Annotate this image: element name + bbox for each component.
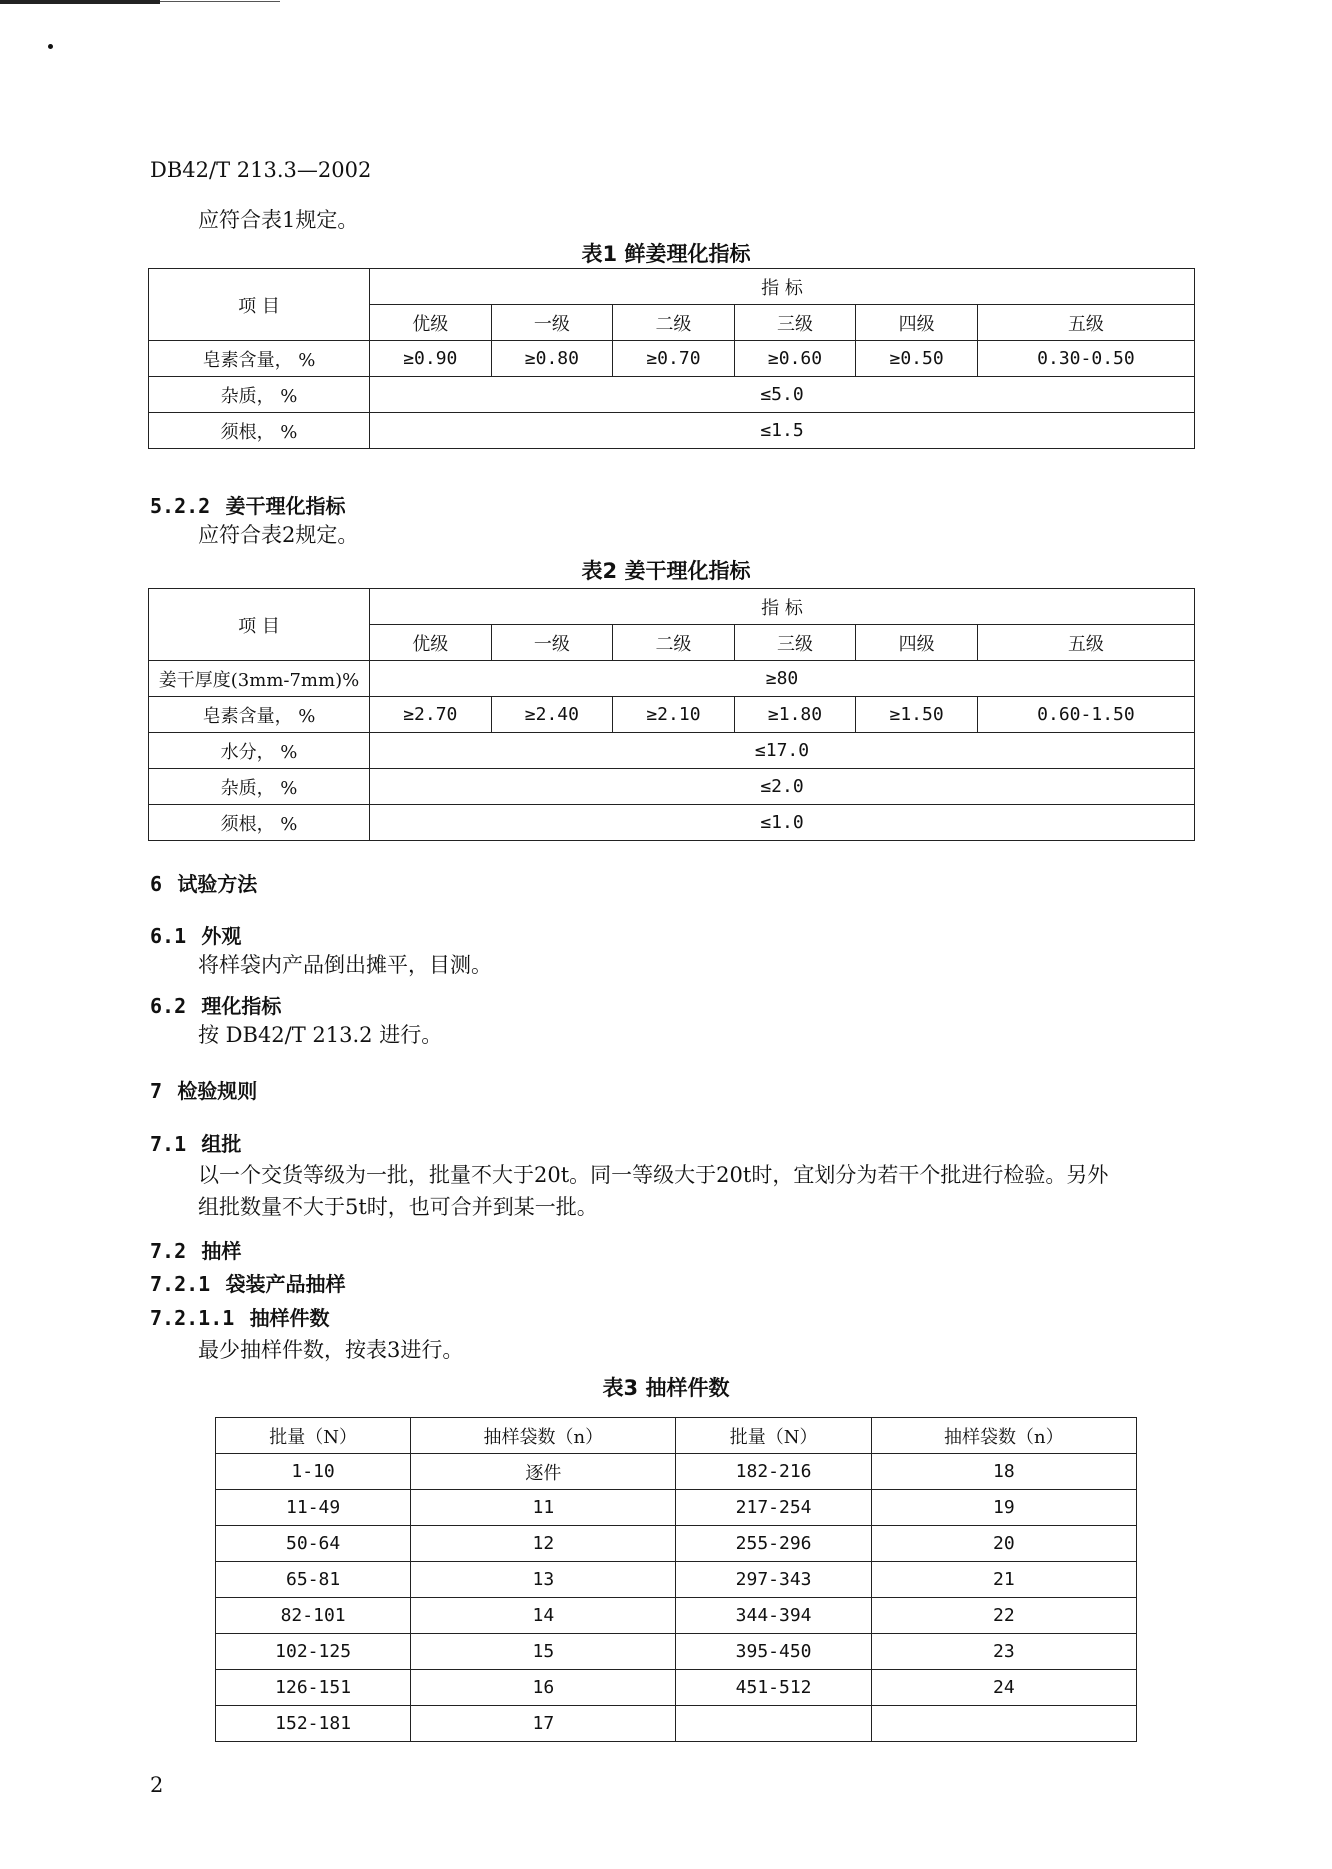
table2-merged-cell: ≥80 xyxy=(370,661,1195,697)
section-5-2-2-text: 应符合表2规定。 xyxy=(198,523,359,547)
page-number: 2 xyxy=(150,1773,164,1797)
table2-grade: 三级 xyxy=(734,625,856,661)
table-row xyxy=(149,341,1195,377)
table3-cell xyxy=(871,1706,1136,1742)
table1-indicator-header: 指 标 xyxy=(370,269,1195,305)
table3-cell: 16 xyxy=(411,1670,676,1706)
table3-cell: 18 xyxy=(871,1454,1136,1490)
section-title: 检验规则 xyxy=(177,1079,258,1103)
section-7-1-text-1: 以一个交货等级为一批，批量不大于20t。同一等级大于20t时，宜划分为若干个批进行检验。另外 xyxy=(198,1163,1109,1187)
table3-cell: 12 xyxy=(411,1526,676,1562)
table-row xyxy=(149,661,1195,697)
table2-grade: 一级 xyxy=(491,625,613,661)
section-number: 6 xyxy=(150,872,163,896)
table1-item-header: 项 目 xyxy=(149,269,370,341)
table3-cell: 23 xyxy=(871,1634,1136,1670)
table2-grade: 优级 xyxy=(370,625,492,661)
table3-cell: 11 xyxy=(411,1490,676,1526)
top-rule xyxy=(0,0,160,4)
section-title: 抽样件数 xyxy=(249,1306,330,1330)
table2-row-item: 水分， % xyxy=(149,733,370,769)
section-7-heading xyxy=(150,1075,1150,1104)
table2-merged-cell: ≤17.0 xyxy=(370,733,1195,769)
table1-cell: ≥0.70 xyxy=(613,341,735,377)
section-title: 组批 xyxy=(201,1132,242,1156)
table3-cell: 22 xyxy=(871,1598,1136,1634)
table1-cell: ≥0.80 xyxy=(491,341,613,377)
table3-cell xyxy=(676,1706,871,1742)
table2-grade: 四级 xyxy=(856,625,978,661)
table-row xyxy=(216,1634,1137,1670)
table3-cell: 255-296 xyxy=(676,1526,871,1562)
table1-caption: 表1 鲜姜理化指标 xyxy=(581,242,751,266)
section-title: 试验方法 xyxy=(177,872,258,896)
table2-caption: 表2 姜干理化指标 xyxy=(581,559,751,583)
table3-cell: 15 xyxy=(411,1634,676,1670)
section-title: 袋装产品抽样 xyxy=(225,1272,346,1296)
section-number: 6.1 xyxy=(150,924,187,948)
table2-indicator-header: 指 标 xyxy=(370,589,1195,625)
table1-grade: 优级 xyxy=(370,305,492,341)
section-7-2-heading xyxy=(150,1235,1150,1264)
table3-cell: 152-181 xyxy=(216,1706,411,1742)
scan-dot xyxy=(48,44,53,49)
table2-row-item: 须根， % xyxy=(149,805,370,841)
table3-cell: 217-254 xyxy=(676,1490,871,1526)
table1-merged-cell: ≤1.5 xyxy=(370,413,1195,449)
table3-cell: 17 xyxy=(411,1706,676,1742)
table3-cell: 21 xyxy=(871,1562,1136,1598)
section-number: 7 xyxy=(150,1079,163,1103)
table3-cell: 19 xyxy=(871,1490,1136,1526)
table3-cell: 65-81 xyxy=(216,1562,411,1598)
section-title: 姜干理化指标 xyxy=(225,494,346,518)
table2-merged-cell: ≤1.0 xyxy=(370,805,1195,841)
section-7-1-heading xyxy=(150,1128,1150,1157)
section-6-2-heading xyxy=(150,990,1150,1019)
section-title: 理化指标 xyxy=(201,994,282,1018)
table3-cell: 24 xyxy=(871,1670,1136,1706)
table3-cell: 182-216 xyxy=(676,1454,871,1490)
table2-item-header: 项 目 xyxy=(149,589,370,661)
table3-cell: 11-49 xyxy=(216,1490,411,1526)
table1-row-item: 须根， % xyxy=(149,413,370,449)
section-number: 7.2.1.1 xyxy=(150,1306,235,1330)
table-row xyxy=(149,377,1195,413)
table2-cell: ≥2.10 xyxy=(613,697,735,733)
table2-cell: ≥2.40 xyxy=(491,697,613,733)
intro-line: 应符合表1规定。 xyxy=(198,208,359,232)
section-6-1-text: 将样袋内产品倒出摊平，目测。 xyxy=(198,953,492,977)
table3-cell: 13 xyxy=(411,1562,676,1598)
table1-cell: ≥0.50 xyxy=(856,341,978,377)
standard-number: DB42/T 213.3—2002 xyxy=(150,158,372,182)
table-row xyxy=(216,1598,1137,1634)
table3-cell: 344-394 xyxy=(676,1598,871,1634)
table1-grade: 三级 xyxy=(734,305,856,341)
section-7-1-text-2: 组批数量不大于5t时，也可合并到某一批。 xyxy=(198,1195,598,1219)
table3-caption: 表3 抽样件数 xyxy=(602,1376,730,1400)
table-row xyxy=(216,1526,1137,1562)
table1-grade: 二级 xyxy=(613,305,735,341)
top-rule-thin xyxy=(160,1,280,2)
table3-cell: 50-64 xyxy=(216,1526,411,1562)
table1-row-item: 皂素含量， % xyxy=(149,341,370,377)
table2 xyxy=(148,588,1195,841)
table1-grade: 一级 xyxy=(491,305,613,341)
table2-cell: ≥1.50 xyxy=(856,697,978,733)
table3-cell: 126-151 xyxy=(216,1670,411,1706)
table3-cell: 395-450 xyxy=(676,1634,871,1670)
section-7-2-1-heading xyxy=(150,1268,1150,1297)
section-6-2-text: 按 DB42/T 213.2 进行。 xyxy=(198,1023,443,1047)
section-number: 5.2.2 xyxy=(150,494,211,518)
table2-grade: 二级 xyxy=(613,625,735,661)
section-number: 7.2.1 xyxy=(150,1272,211,1296)
table1 xyxy=(148,268,1195,449)
table1-grade: 四级 xyxy=(856,305,978,341)
table3-cell: 102-125 xyxy=(216,1634,411,1670)
table1-grade: 五级 xyxy=(977,305,1194,341)
section-number: 7.1 xyxy=(150,1132,187,1156)
table2-grade: 五级 xyxy=(977,625,1194,661)
table1-cell: ≥0.60 xyxy=(734,341,856,377)
table1-row-item: 杂质， % xyxy=(149,377,370,413)
section-title: 外观 xyxy=(201,924,242,948)
table2-row-item: 姜干厚度(3mm-7mm)% xyxy=(149,661,370,697)
section-5-2-2-heading xyxy=(150,490,1150,519)
section-title: 抽样 xyxy=(201,1239,242,1263)
table2-cell: ≥2.70 xyxy=(370,697,492,733)
section-7-2-1-1-heading xyxy=(150,1302,1150,1331)
table2-cell: ≥1.80 xyxy=(734,697,856,733)
table-row xyxy=(149,697,1195,733)
table3-cell: 1-10 xyxy=(216,1454,411,1490)
section-7-2-1-1-text: 最少抽样件数，按表3进行。 xyxy=(198,1338,464,1362)
table1-cell: 0.30-0.50 xyxy=(977,341,1194,377)
table3-cell: 297-343 xyxy=(676,1562,871,1598)
table2-row-item: 皂素含量， % xyxy=(149,697,370,733)
table3-cell: 14 xyxy=(411,1598,676,1634)
table1-cell: ≥0.90 xyxy=(370,341,492,377)
section-6-1-heading xyxy=(150,920,1150,949)
table-row xyxy=(216,1490,1137,1526)
table3-header: 批量（N） xyxy=(216,1418,411,1454)
table3-header: 抽样袋数（n） xyxy=(871,1418,1136,1454)
table-row xyxy=(149,733,1195,769)
table-row xyxy=(149,805,1195,841)
table3-header: 抽样袋数（n） xyxy=(411,1418,676,1454)
table-row xyxy=(149,413,1195,449)
table-row xyxy=(216,1706,1137,1742)
table3-cell: 逐件 xyxy=(411,1454,676,1490)
section-number: 7.2 xyxy=(150,1239,187,1263)
table-row xyxy=(216,1562,1137,1598)
table2-row-item: 杂质， % xyxy=(149,769,370,805)
table3-cell: 82-101 xyxy=(216,1598,411,1634)
table3-cell: 451-512 xyxy=(676,1670,871,1706)
table2-merged-cell: ≤2.0 xyxy=(370,769,1195,805)
table3 xyxy=(215,1417,1137,1742)
table1-merged-cell: ≤5.0 xyxy=(370,377,1195,413)
table3-header: 批量（N） xyxy=(676,1418,871,1454)
table-row xyxy=(149,769,1195,805)
table3-cell: 20 xyxy=(871,1526,1136,1562)
table2-cell: 0.60-1.50 xyxy=(977,697,1194,733)
table-row xyxy=(216,1454,1137,1490)
section-number: 6.2 xyxy=(150,994,187,1018)
table-row xyxy=(216,1670,1137,1706)
section-6-heading xyxy=(150,868,1150,897)
